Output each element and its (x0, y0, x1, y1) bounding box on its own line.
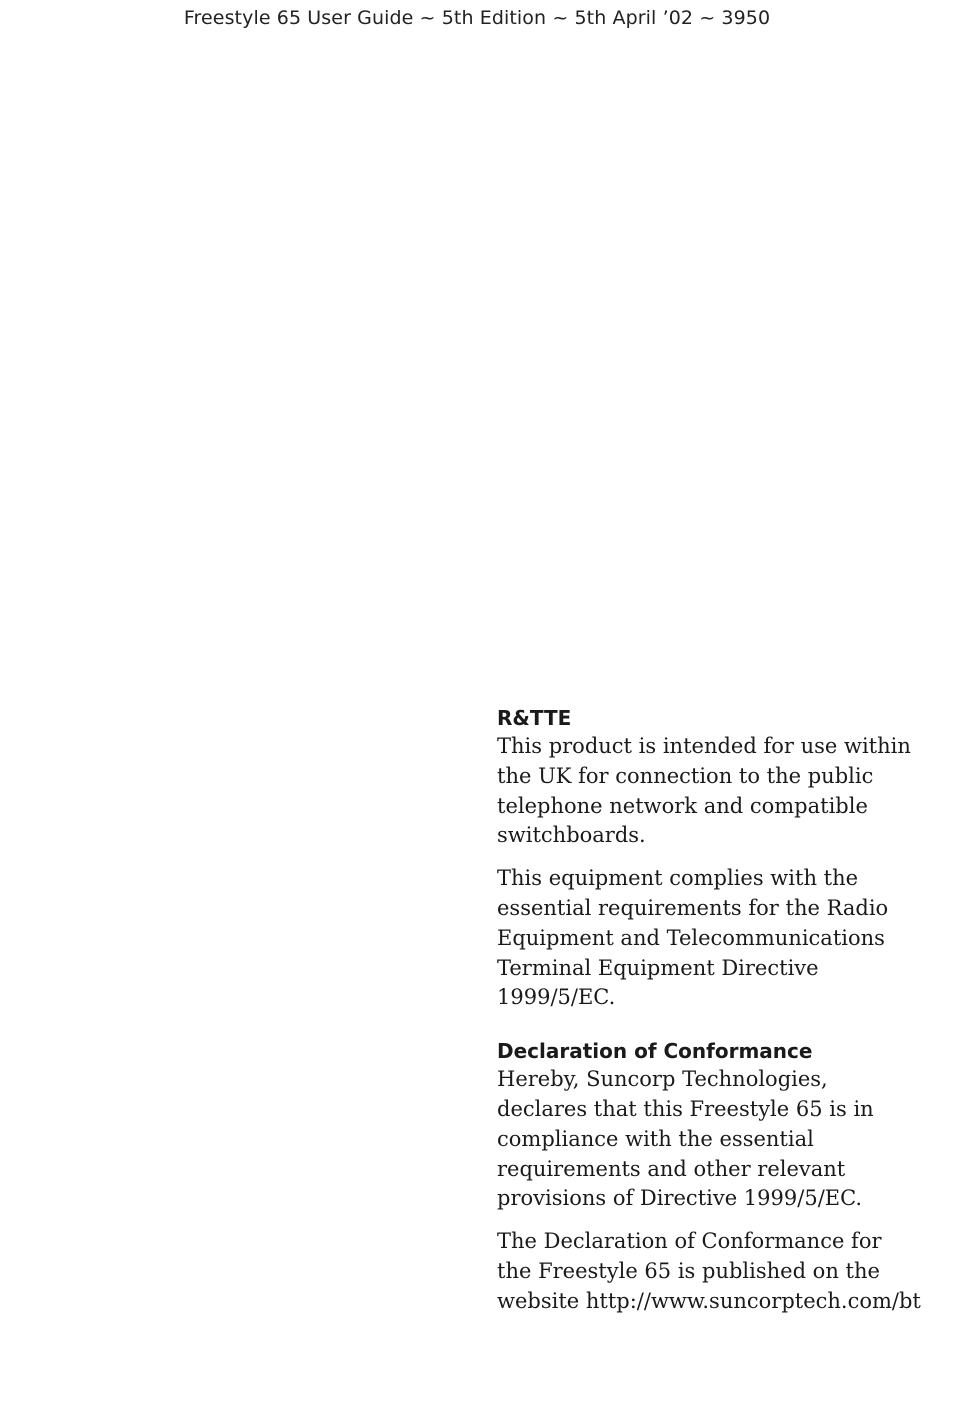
running-header: Freestyle 65 User Guide ~ 5th Edition ~ 5th April ’02 ~ 3950 (183, 7, 771, 29)
text-line: provisions of Directive 1999/5/EC. (497, 1186, 863, 1211)
text-line: 1999/5/EC. (497, 985, 616, 1010)
text-line: This product is intended for use within (497, 734, 911, 758)
text-line: declares that this Freestyle 65 is in (497, 1096, 874, 1121)
declaration-paragraph-2 (497, 1227, 921, 1316)
text-line: The Declaration of Conformance for (497, 1229, 882, 1254)
text-line: switchboards. (497, 823, 646, 848)
rtte-paragraph-1 (497, 732, 917, 851)
text-line: website http://www.suncorptech.com/bt (497, 1288, 921, 1313)
text-line: Terminal Equipment Directive (497, 955, 819, 980)
section-heading-rtte: R&TTE (497, 706, 572, 730)
text-line: requirements and other relevant (497, 1156, 846, 1181)
text-line: This equipment complies with the (497, 866, 859, 891)
text-line: Equipment and Telecommunications (497, 925, 885, 950)
declaration-paragraph-1 (497, 1065, 917, 1214)
text-line: the UK for connection to the public (497, 763, 874, 788)
text-line: the Freestyle 65 is published on the (497, 1258, 880, 1283)
text-line: telephone network and compatible (497, 793, 868, 818)
regulatory-content (497, 704, 921, 1317)
text-line: compliance with the essential (497, 1126, 814, 1151)
section-heading-declaration: Declaration of Conformance (497, 1039, 813, 1064)
rtte-paragraph-2 (497, 864, 917, 1013)
text-line: Hereby, Suncorp Technologies, (497, 1067, 828, 1092)
text-line: essential requirements for the Radio (497, 895, 889, 920)
